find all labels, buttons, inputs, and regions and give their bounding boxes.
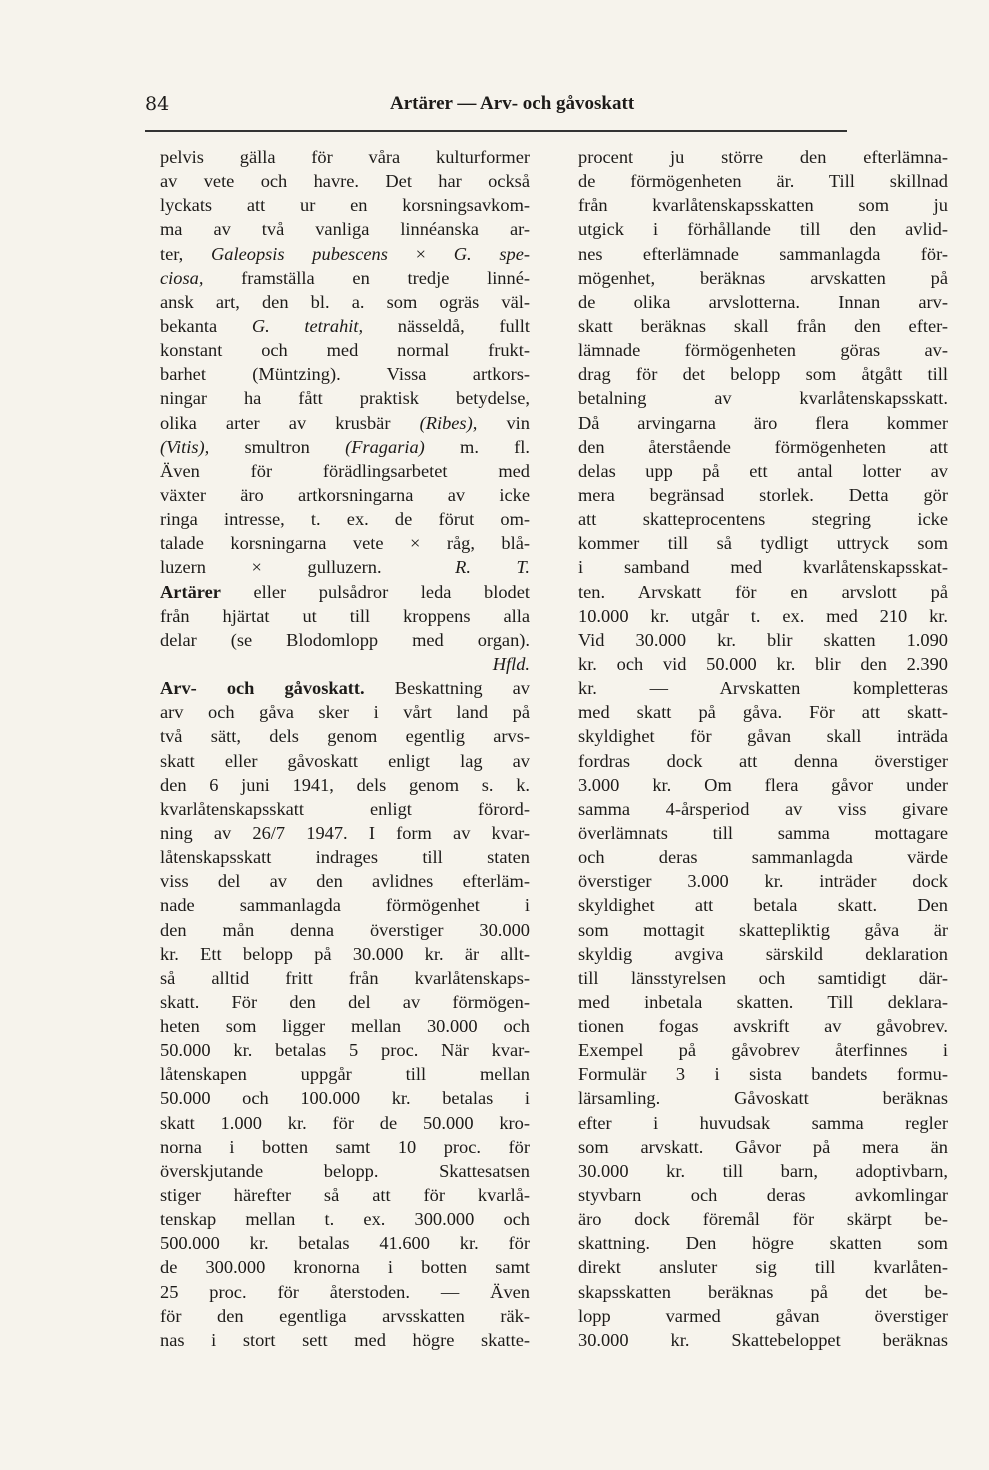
text-run: viss del av den avlidnes efterläm-	[160, 871, 530, 892]
text-line	[578, 821, 948, 845]
text-run: låtenskapen uppgår till mellan	[160, 1064, 530, 1085]
text-run: skattning. Den högre skatten som	[578, 1233, 948, 1254]
text-line	[578, 1135, 948, 1159]
text-line	[578, 169, 948, 193]
running-head: Artärer — Arv- och gåvoskatt	[390, 93, 635, 114]
text-line	[578, 773, 948, 797]
text-run: den återstående förmögenheten att	[578, 436, 948, 457]
text-run: Beskattning av	[364, 678, 530, 699]
text-line	[160, 1304, 530, 1328]
text-run: Även för förädlingsarbetet med	[160, 460, 530, 481]
text-line	[160, 966, 530, 990]
text-line	[160, 483, 530, 507]
text-run: 30.000 kr. Skattebeloppet beräknas	[578, 1329, 948, 1350]
text-run: skatt eller gåvoskatt enligt lag av	[160, 750, 530, 771]
text-run: stiger härefter så att för kvarlå-	[160, 1185, 530, 1206]
text-run: i samband med kvarlåtenskapsskat-	[578, 557, 948, 578]
bold-headword: Arv- och gåvoskatt.	[160, 678, 365, 699]
italic-text: Galeopsis pubescens	[211, 243, 388, 264]
text-line	[160, 145, 530, 169]
text-line	[160, 1280, 530, 1304]
text-run: skyldighet för gåvan skall inträda	[578, 726, 948, 747]
text-line	[160, 942, 530, 966]
left-column	[160, 145, 530, 1352]
page-number: 84	[145, 93, 170, 115]
text-line	[160, 266, 530, 290]
text-line	[578, 1304, 948, 1328]
text-run: drag för det belopp som åtgått till	[578, 364, 948, 385]
text-run: så alltid fritt från kvarlåtenskaps-	[160, 967, 530, 988]
text-run: kr. — Arvskatten kompletteras	[578, 678, 948, 699]
text-line	[578, 1255, 948, 1279]
text-line	[578, 869, 948, 893]
text-line	[160, 797, 530, 821]
text-run: av vete och havre. Det har också	[160, 171, 530, 192]
text-line	[578, 217, 948, 241]
text-line	[160, 724, 530, 748]
text-line	[578, 1014, 948, 1038]
text-run: låtenskapsskatt indrages till staten	[160, 847, 530, 868]
text-run: 50.000 kr. betalas 5 proc. När kvar-	[160, 1040, 530, 1061]
italic-text: (Fragaria)	[345, 436, 425, 457]
text-line	[578, 676, 948, 700]
text-line	[160, 1183, 530, 1207]
text-run: 50.000 och 100.000 kr. betalas i	[160, 1088, 530, 1109]
text-line	[160, 869, 530, 893]
text-run: som arvskatt. Gåvor på mera än	[578, 1136, 948, 1157]
text-line	[578, 1159, 948, 1183]
text-run: mögenhet, beräknas arvskatten på	[578, 267, 948, 288]
text-run: från hjärtat ut till kroppens alla	[160, 605, 530, 626]
text-run: Vid 30.000 kr. blir skatten 1.090	[578, 629, 948, 650]
text-run: luzern × gulluzern.	[160, 557, 382, 578]
text-line	[578, 893, 948, 917]
text-line	[160, 749, 530, 773]
text-line	[578, 724, 948, 748]
text-run: äro dock föremål för skärpt be-	[578, 1209, 948, 1230]
text-line	[160, 193, 530, 217]
text-line	[160, 435, 530, 459]
text-run: mera begränsad storlek. Detta gör	[578, 484, 948, 505]
text-line	[578, 749, 948, 773]
text-line	[578, 483, 948, 507]
text-line	[578, 652, 948, 676]
text-line	[578, 507, 948, 531]
text-line	[578, 531, 948, 555]
text-line	[160, 1038, 530, 1062]
text-line	[160, 893, 530, 917]
text-run: den 6 juni 1941, dels genom s. k.	[160, 774, 530, 795]
text-line	[160, 362, 530, 386]
italic-text: G. tetrahit,	[251, 315, 364, 336]
text-line	[578, 1328, 948, 1352]
text-line	[578, 193, 948, 217]
text-run: talade korsningarna vete × råg, blå-	[160, 533, 530, 554]
text-run: de olika arvslotterna. Innan arv-	[578, 291, 948, 312]
text-run: nes efterlämnade sammanlagda för-	[578, 243, 948, 264]
italic-text: (Vitis),	[160, 436, 210, 457]
text-run: skyldig avgiva särskild deklaration	[578, 943, 948, 964]
text-run: som mottagit skattepliktig gåva är	[578, 919, 948, 940]
text-run: arv och gåva sker i vårt land på	[160, 702, 530, 723]
text-line	[160, 290, 530, 314]
text-line	[160, 1207, 530, 1231]
text-run: betalning av kvarlåtenskapsskatt.	[578, 388, 948, 409]
text-line	[578, 1183, 948, 1207]
text-line	[578, 918, 948, 942]
text-line	[578, 435, 948, 459]
text-line	[578, 338, 948, 362]
text-run: vin	[477, 412, 530, 433]
text-run: överstiger 3.000 kr. inträder dock	[578, 871, 948, 892]
text-line	[160, 676, 530, 700]
text-run: framställa en tredje linné-	[203, 267, 530, 288]
text-line	[578, 1062, 948, 1086]
italic-text: R. T.	[455, 557, 530, 578]
text-run: barhet (Müntzing). Vissa artkors-	[160, 364, 530, 385]
text-line	[160, 652, 530, 676]
text-run: ringa intresse, t. ex. de förut om-	[160, 509, 530, 530]
text-run: nas i stort sett med högre skatte-	[160, 1329, 530, 1350]
text-run: kvarlåtenskapsskatt enligt förord-	[160, 798, 530, 819]
text-run: lämnade förmögenheten göras av-	[578, 340, 948, 361]
text-run: de förmögenheten är. Till skillnad	[578, 171, 948, 192]
text-run: ×	[387, 243, 454, 264]
text-run: pelvis gälla för våra kulturformer	[160, 147, 530, 167]
text-run: nade sammanlagda förmögenhet i	[160, 895, 530, 916]
text-run: Då arvingarna äro flera kommer	[578, 412, 948, 433]
text-run: ten. Arvskatt för en arvslott på	[578, 581, 948, 602]
text-line	[160, 821, 530, 845]
text-run: heten som ligger mellan 30.000 och	[160, 1016, 530, 1037]
text-run: samma 4-årsperiod av viss givare	[578, 798, 948, 819]
text-run: överlämnats till samma mottagare	[578, 822, 948, 843]
text-run: styvbarn och deras avkomlingar	[578, 1185, 948, 1206]
text-line	[160, 918, 530, 942]
text-line	[160, 459, 530, 483]
text-run: skatt beräknas skall från den efter-	[578, 315, 948, 336]
page-header	[145, 93, 847, 119]
text-run: procent ju större den efterlämna-	[578, 147, 948, 167]
text-line	[160, 1159, 530, 1183]
header-rule	[145, 130, 847, 132]
text-line	[160, 1328, 530, 1352]
text-line	[578, 942, 948, 966]
text-run: konstant och med normal frukt-	[160, 340, 530, 361]
text-run: m. fl.	[424, 436, 530, 457]
italic-text: G. spe-	[453, 243, 530, 264]
text-line	[160, 1231, 530, 1255]
text-line	[160, 604, 530, 628]
text-run: kr. och vid 50.000 kr. blir den 2.390	[578, 653, 948, 674]
text-run: kr. Ett belopp på 30.000 kr. är allt-	[160, 943, 530, 964]
text-line	[160, 628, 530, 652]
text-line	[578, 242, 948, 266]
text-run: den mån denna överstiger 30.000	[160, 919, 530, 940]
text-run: att skatteprocentens stegring icke	[578, 509, 948, 530]
text-run: efter i huvudsak samma regler	[578, 1112, 948, 1133]
text-run: kommer till så tydligt uttryck som	[578, 533, 948, 554]
text-run: 30.000 kr. till barn, adoptivbarn,	[578, 1160, 948, 1181]
text-run: två sätt, dels genom egentlig arvs-	[160, 726, 530, 747]
text-line	[160, 555, 530, 579]
text-line	[160, 242, 530, 266]
text-line	[160, 314, 530, 338]
text-run: delas upp på ett antal lotter av	[578, 460, 948, 481]
text-run: för den egentliga arvsskatten räk-	[160, 1305, 530, 1326]
text-run: skatt. För den del av förmögen-	[160, 991, 530, 1012]
text-run	[382, 557, 456, 577]
text-line	[160, 1111, 530, 1135]
text-run: med skatt på gåva. För att skatt-	[578, 702, 948, 723]
text-run: tenskap mellan t. ex. 300.000 och	[160, 1209, 530, 1230]
text-run: växter äro artkorsningarna av icke	[160, 484, 530, 505]
text-run: 10.000 kr. utgår t. ex. med 210 kr.	[578, 605, 948, 626]
text-run: 500.000 kr. betalas 41.600 kr. för	[160, 1233, 530, 1254]
text-line	[578, 314, 948, 338]
text-run: eller pulsådror leda blodet	[220, 581, 530, 602]
text-line	[160, 411, 530, 435]
text-line	[160, 990, 530, 1014]
text-line	[578, 845, 948, 869]
text-line	[578, 1207, 948, 1231]
text-line	[160, 1086, 530, 1110]
text-run: skatt 1.000 kr. för de 50.000 kro-	[160, 1112, 530, 1133]
text-line	[160, 1135, 530, 1159]
italic-text: (Ribes),	[419, 412, 478, 433]
text-line	[578, 1038, 948, 1062]
text-run: tionen fogas avskrift av gåvobrev.	[578, 1016, 948, 1037]
text-line	[578, 555, 948, 579]
text-line	[160, 580, 530, 604]
text-line	[160, 1255, 530, 1279]
text-line	[578, 604, 948, 628]
text-line	[578, 1086, 948, 1110]
text-run: överskjutande belopp. Skattesatsen	[160, 1160, 530, 1181]
text-run: ning av 26/7 1947. I form av kvar-	[160, 822, 530, 843]
italic-text: ciosa,	[160, 267, 204, 288]
italic-text: Hfld.	[492, 653, 530, 674]
text-run: från kvarlåtenskapsskatten som ju	[578, 195, 948, 216]
text-line	[160, 338, 530, 362]
text-line	[578, 1111, 948, 1135]
text-line	[578, 580, 948, 604]
text-run: ter,	[160, 243, 211, 264]
text-line	[578, 1231, 948, 1255]
text-run: lärsamling. Gåvoskatt beräknas	[578, 1088, 948, 1109]
bold-headword: Artärer	[160, 581, 221, 602]
text-line	[160, 507, 530, 531]
text-run: och deras sammanlagda värde	[578, 847, 948, 868]
text-line	[578, 290, 948, 314]
text-run: utgick i förhållande till den avlid-	[578, 219, 948, 240]
text-run: skyldighet att betala skatt. Den	[578, 895, 948, 916]
text-line	[578, 145, 948, 169]
text-run: ma av två vanliga linnéanska ar-	[160, 219, 530, 240]
text-run: olika arter av krusbär	[160, 412, 420, 433]
text-run: ansk art, den bl. a. som ogräs väl-	[160, 291, 530, 312]
text-line	[160, 1014, 530, 1038]
text-line	[578, 797, 948, 821]
text-run: 25 proc. för återstoden. — Även	[160, 1281, 530, 1302]
text-line	[578, 386, 948, 410]
text-run: Exempel på gåvobrev återfinnes i	[578, 1040, 948, 1061]
text-line	[160, 217, 530, 241]
text-line	[160, 531, 530, 555]
text-run: 3.000 kr. Om flera gåvor under	[578, 774, 948, 795]
text-line	[160, 845, 530, 869]
text-line	[160, 386, 530, 410]
text-run: med inbetala skatten. Till deklara-	[578, 991, 948, 1012]
text-run: bekanta	[160, 315, 252, 336]
text-run: norna i botten samt 10 proc. för	[160, 1136, 530, 1157]
text-line	[160, 169, 530, 193]
text-run: Formulär 3 i sista bandets formu-	[578, 1064, 948, 1085]
text-run: nässeldå, fullt	[363, 315, 530, 336]
text-line	[578, 990, 948, 1014]
text-run: smultron	[209, 436, 346, 457]
text-line	[160, 700, 530, 724]
text-run: ningar ha fått praktisk betydelse,	[160, 388, 530, 409]
right-column	[578, 145, 948, 1352]
text-line	[160, 1062, 530, 1086]
text-line	[578, 700, 948, 724]
text-run: lyckats att ur en korsningsavkom-	[160, 195, 530, 216]
text-line	[578, 628, 948, 652]
text-run: fordras dock att denna överstiger	[578, 750, 948, 771]
text-line	[578, 966, 948, 990]
text-line	[160, 773, 530, 797]
text-line	[578, 411, 948, 435]
text-run: de 300.000 kronorna i botten samt	[160, 1257, 530, 1278]
text-run: till länsstyrelsen och samtidigt där-	[578, 967, 948, 988]
text-line	[578, 1280, 948, 1304]
text-run: skapsskatten beräknas på det be-	[578, 1281, 948, 1302]
text-run: delar (se Blodomlopp med organ).	[160, 629, 530, 650]
text-line	[578, 362, 948, 386]
text-line	[578, 459, 948, 483]
text-run: lopp varmed gåvan överstiger	[578, 1305, 948, 1326]
text-line	[578, 266, 948, 290]
text-run: direkt ansluter sig till kvarlåten-	[578, 1257, 948, 1278]
